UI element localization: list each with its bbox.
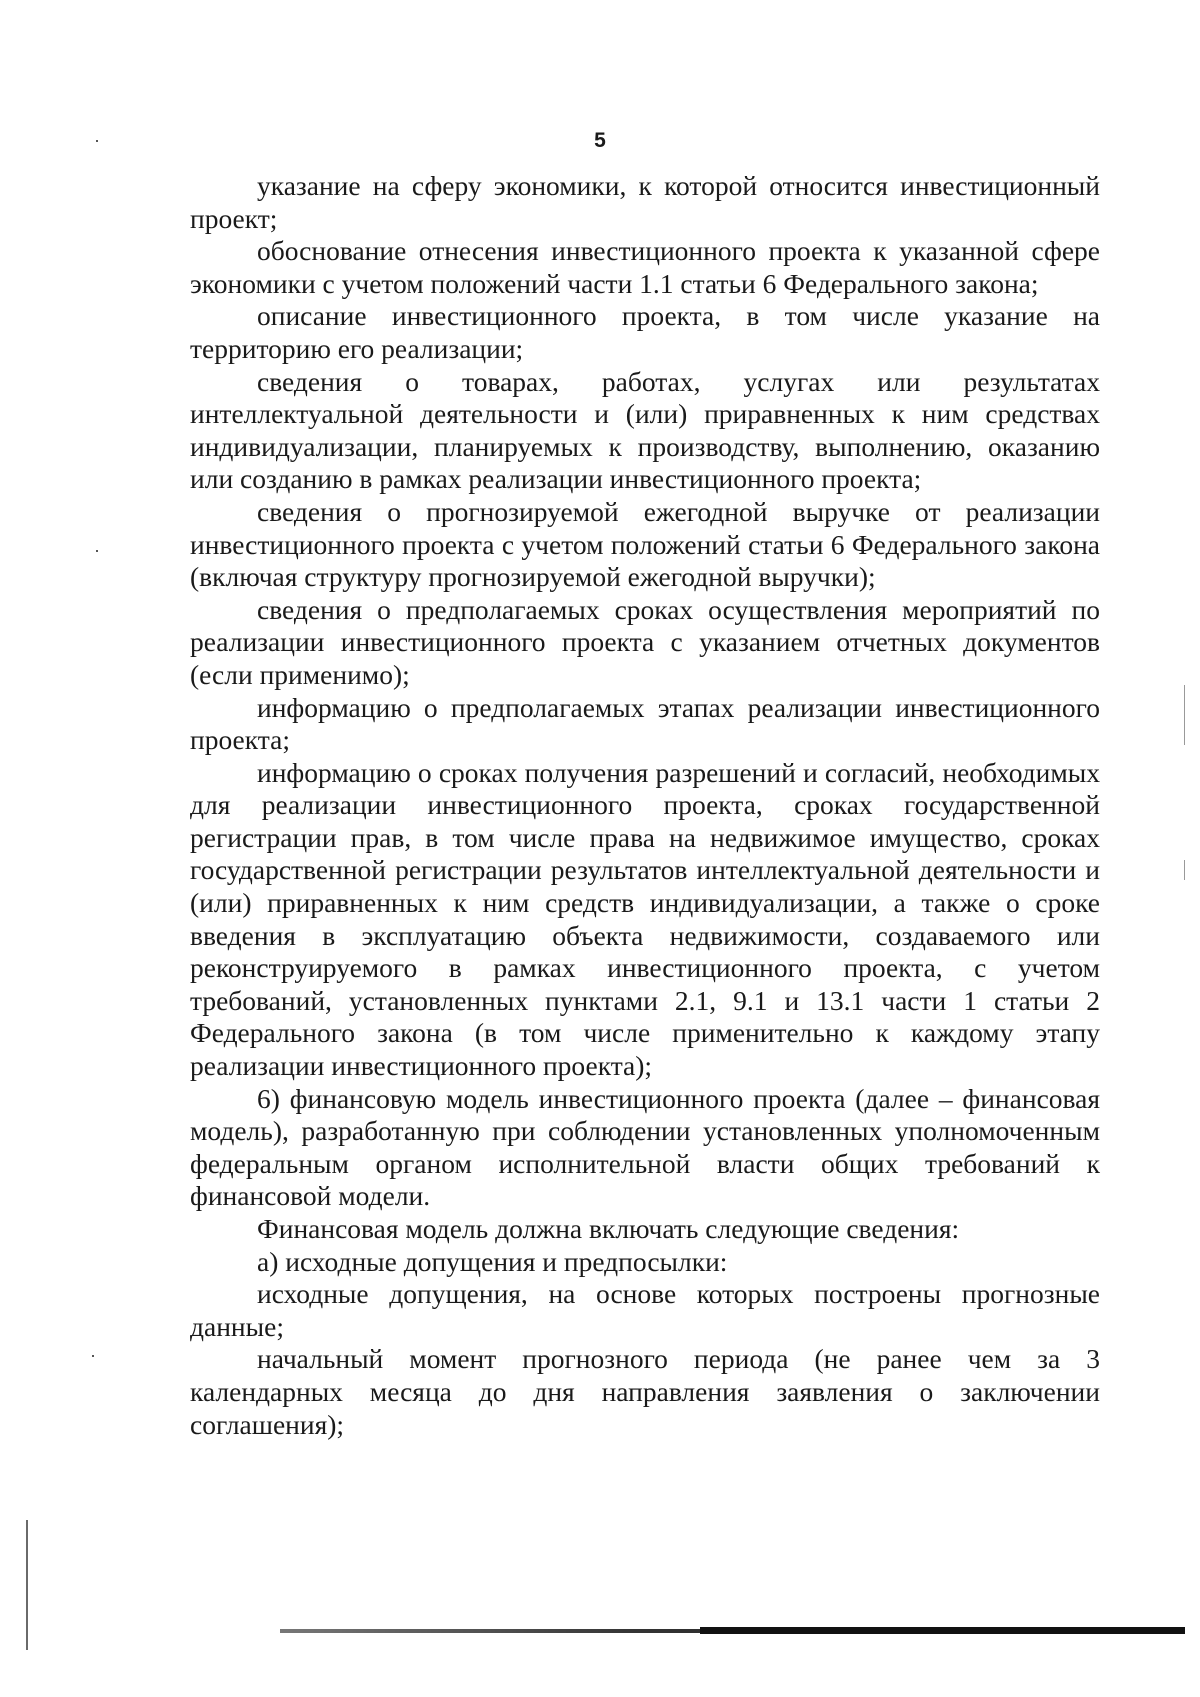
paragraph-assumptions-heading: а) исходные допущения и предпосылки: bbox=[257, 1245, 728, 1277]
paragraph-forecast-start: начальный момент прогнозного периода (не ранее чем за 3 календарных месяца до дня направления заявления о заключении соглашения); bbox=[190, 1343, 1100, 1440]
scan-artifact-right-margin bbox=[1184, 860, 1185, 880]
scan-artifact-right-margin bbox=[1184, 685, 1185, 745]
paragraph-event-terms: сведения о предполагаемых сроках осуществления мероприятий по реализации инвестиционного проекта с указанием отчетных документов (если применимо); bbox=[190, 593, 1100, 690]
paragraph-implementation-stages: информацию о предполагаемых этапах реализации инвестиционного проекта; bbox=[190, 691, 1100, 756]
bottom-scan-rule-thick bbox=[700, 1627, 1185, 1634]
paragraph-goods-works-services: сведения о товарах, работах, услугах или результатах интеллектуальной деятельности и (или) приравненных к ним средствах индивидуализации, планируемых к производству, выполнению, оказанию или созданию в рамках реализации инвестиционного проекта; bbox=[190, 365, 1100, 495]
paragraph-sphere-justification: обоснование отнесения инвестиционного проекта к указанной сфере экономики с учетом положений части 1.1 статьи 6 Федерального закона; bbox=[190, 235, 1100, 299]
document-body bbox=[190, 170, 1100, 1441]
paragraph-economy-sphere: указание на сферу экономики, к которой относится инвестиционный проект; bbox=[190, 170, 1100, 234]
paragraph-project-description: описание инвестиционного проекта, в том числе указание на территорию его реализации; bbox=[190, 300, 1100, 364]
page-number: 5 bbox=[594, 129, 606, 152]
paragraph-annual-revenue: сведения о прогнозируемой ежегодной выручке от реализации инвестиционного проекта с учетом положений статьи 6 Федерального закона (включая структуру прогнозируемой ежегодной выручки); bbox=[190, 495, 1100, 593]
scan-artifact-dot bbox=[96, 140, 98, 142]
paragraph-financial-model: 6) финансовую модель инвестиционного проекта (далее – финансовая модель), разработанную при соблюдении установленных уполномоченным федеральным органом исполнительной власти общих требований к финансовой модели. bbox=[190, 1082, 1100, 1212]
paragraph-model-contents: Финансовая модель должна включать следующие сведения: bbox=[257, 1213, 960, 1244]
scan-artifact-left-margin bbox=[26, 1520, 28, 1650]
paragraph-initial-assumptions: исходные допущения, на основе которых построены прогнозные данные; bbox=[190, 1278, 1100, 1342]
paragraph-permits-terms: информацию о сроках получения разрешений и согласий, необходимых для реализации инвестиционного проекта, сроках государственной регистрации прав, в том числе права на недвижимое имущество, сроках государственной регистрации результатов интеллектуальной деятельности и (или) приравненных к ним средств индивидуализации, а также о сроке введения в эксплуатацию объекта недвижимости, создаваемого или реконструируемого в рамках инвестиционного проекта, с учетом требований, установленных пунктами 2.1, 9.1 и 13.1 части 1 статьи 2 Федерального закона (в том числе применительно к каждому этапу реализации инвестиционного проекта); bbox=[190, 756, 1100, 1082]
scan-artifact-dot bbox=[96, 550, 98, 552]
scan-artifact-dot bbox=[92, 1355, 94, 1357]
